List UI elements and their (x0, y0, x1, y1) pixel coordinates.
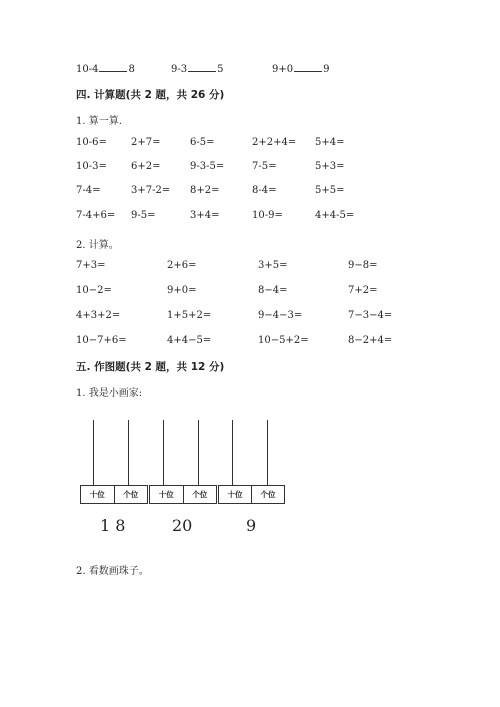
answer-blank[interactable] (99, 62, 127, 72)
math-problem: 7−3−4= (348, 310, 393, 321)
abacus-rod-tens (93, 420, 94, 486)
abacus-rod-ones (198, 420, 199, 486)
compare-left: 9-3 (171, 64, 188, 75)
ones-label: 个位 (114, 486, 148, 503)
math-problem: 10-3= (76, 161, 107, 172)
compare-left: 9+0 (272, 64, 294, 75)
math-problem: 6+2= (131, 161, 161, 172)
math-problem: 10-6= (76, 137, 107, 148)
question-label: 1. 我是小画家: (76, 388, 143, 399)
question-label: 2. 看数画珠子。 (76, 566, 149, 577)
abacus-rod-tens (163, 420, 164, 486)
compare-item (272, 62, 329, 75)
ones-label: 个位 (183, 486, 217, 503)
tens-label: 十位 (227, 490, 243, 499)
compare-right: 8 (128, 64, 135, 75)
compare-item (171, 62, 223, 75)
math-problem: 7+3= (76, 260, 106, 271)
math-problem: 5+4= (315, 137, 345, 148)
compare-right: 5 (217, 64, 224, 75)
math-problem: 2+2+4= (252, 137, 297, 148)
math-problem: 4+4-5= (315, 210, 355, 221)
math-problem: 2+6= (167, 260, 197, 271)
ones-label: 个位 (251, 486, 284, 503)
math-problem: 8−2+4= (348, 335, 393, 346)
math-problem: 10−2= (76, 285, 112, 296)
math-problem: 9−8= (348, 260, 378, 271)
math-problem: 1+5+2= (167, 310, 212, 321)
math-problem: 10-9= (252, 210, 283, 221)
answer-blank[interactable] (188, 62, 216, 72)
place-value-box (218, 485, 285, 504)
abacus-number: 1 8 (100, 516, 126, 535)
math-problem: 4+3+2= (76, 310, 121, 321)
math-problem: 8-4= (252, 185, 277, 196)
math-problem: 10−5+2= (258, 335, 309, 346)
math-problem: 2+7= (131, 137, 161, 148)
tens-label: 十位 (158, 490, 174, 499)
math-problem: 3+4= (190, 210, 220, 221)
math-problem: 6-5= (190, 137, 215, 148)
question-label: 1. 算一算. (76, 116, 122, 127)
compare-right: 9 (323, 64, 330, 75)
abacus-rod-ones (267, 420, 268, 486)
math-problem: 3+5= (258, 260, 288, 271)
place-value-box (80, 485, 148, 504)
place-value-box (149, 485, 217, 504)
math-problem: 8+2= (190, 185, 220, 196)
abacus-rod-ones (128, 420, 129, 486)
abacus-rod-tens (232, 420, 233, 486)
answer-blank[interactable] (294, 62, 322, 72)
math-problem: 9-3-5= (190, 161, 225, 172)
tens-label: 十位 (89, 490, 105, 499)
math-problem: 10−7+6= (76, 335, 127, 346)
abacus-number: 20 (172, 516, 193, 535)
question-label: 2. 计算。 (76, 240, 119, 251)
math-problem: 9-5= (131, 210, 156, 221)
math-problem: 5+3= (315, 161, 345, 172)
section-title: 四. 计算题(共 2 题，共 26 分) (76, 89, 225, 101)
section-title: 五. 作图题(共 2 题，共 12 分) (76, 361, 225, 373)
math-problem: 7-5= (252, 161, 277, 172)
compare-item (76, 62, 135, 75)
math-problem: 9+0= (167, 285, 197, 296)
math-problem: 7-4= (76, 185, 101, 196)
abacus-number: 9 (246, 516, 257, 535)
math-problem: 3+7-2= (131, 185, 171, 196)
math-problem: 4+4−5= (167, 335, 212, 346)
math-problem: 8−4= (258, 285, 288, 296)
math-problem: 7-4+6= (76, 210, 116, 221)
compare-left: 10-4 (76, 64, 99, 75)
math-problem: 5+5= (315, 185, 345, 196)
math-problem: 9−4−3= (258, 310, 303, 321)
math-problem: 7+2= (348, 285, 378, 296)
